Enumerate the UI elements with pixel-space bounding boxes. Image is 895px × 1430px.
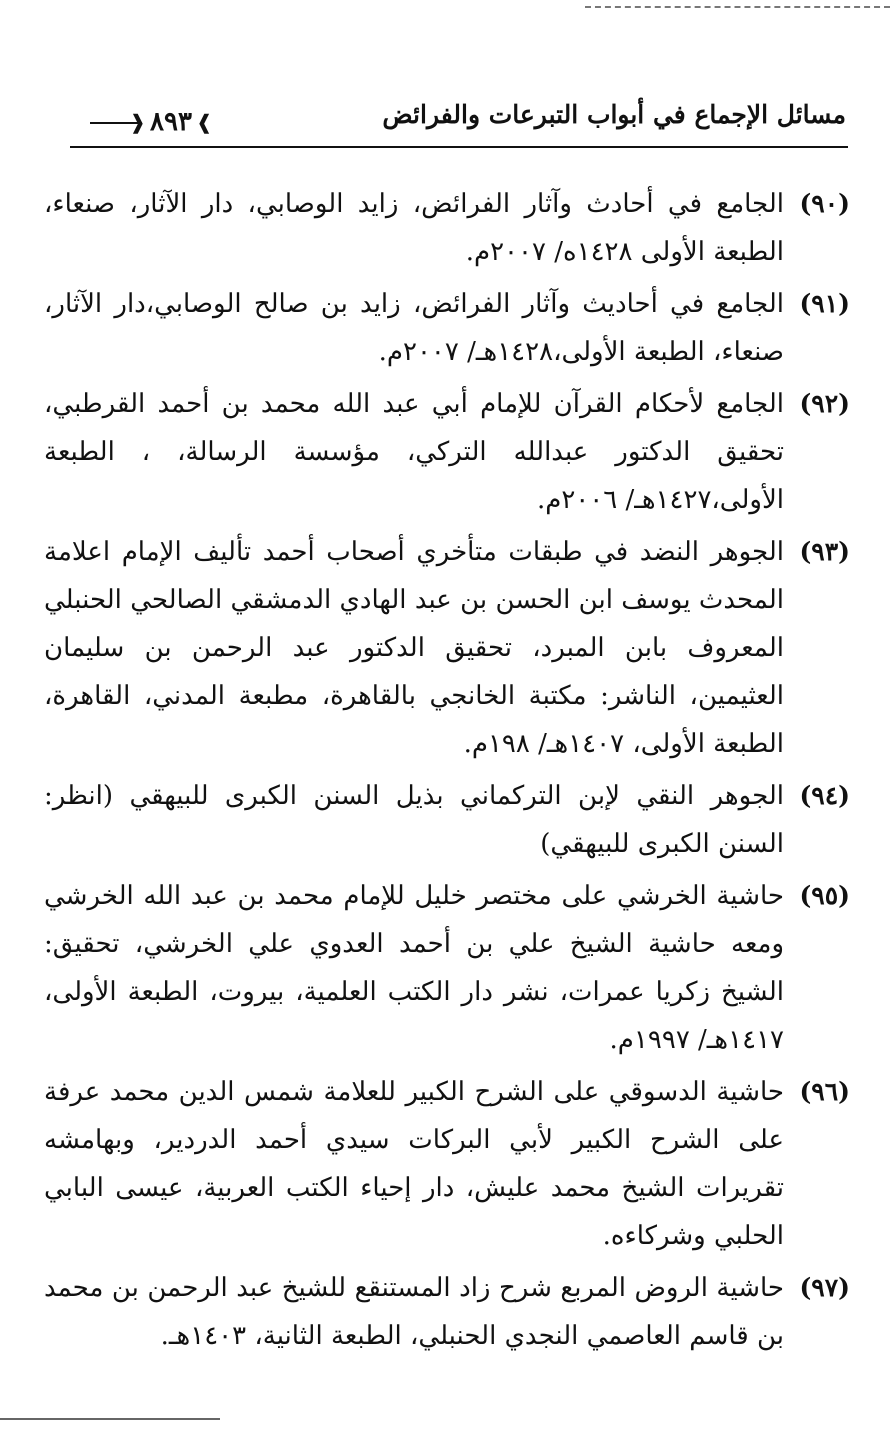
entry-text: الجوهر النضد في طبقات متأخري أصحاب أحمد تأليف الإمام اعلامة المحدث يوسف ابن الحسن بن عبد الهادي الدمشقي الصالحي الحنبلي المعروف بابن المبرد، تحقيق الدكتور عبد الرحمن بن سليمان العثيمين، الناشر: مكتبة الخانجي بالقاهرة، مطبعة المدني، القاهرة، الطبعة الأولى، ١٤٠٧هـ/ ١٩٨م. xyxy=(44,537,784,759)
entry-number: (٩٥) xyxy=(799,881,850,910)
entry-number: (٩٧) xyxy=(799,1273,850,1302)
page-number-box xyxy=(128,104,214,140)
page-header xyxy=(70,86,848,156)
entry-text: الجامع في أحادث وآثار الفرائض، زايد الوصابي، دار الآثار، صنعاء، الطبعة الأولى ١٤٢٨ه/ ٢٠٠٧م. xyxy=(44,189,784,267)
entry-number: (٩٠) xyxy=(799,189,850,218)
bibliography-entry xyxy=(44,1068,850,1260)
ornament-left-icon: ❱ xyxy=(129,110,147,134)
bibliography-list xyxy=(44,180,850,1364)
ornament-right-icon: ❰ xyxy=(195,110,213,134)
page-number: ٨٩٣ xyxy=(150,107,192,137)
entry-text: حاشية الروض المربع شرح زاد المستنقع للشيخ عبد الرحمن بن محمد بن قاسم العاصمي النجدي الحنبلي، الطبعة الثانية، ١٤٠٣هـ. xyxy=(44,1273,784,1351)
bottom-rule xyxy=(0,1418,220,1420)
entry-text: الجوهر النقي لإبن التركماني بذيل السنن الكبرى للبيهقي (انظر: السنن الكبرى للبيهقي) xyxy=(44,781,784,859)
entry-text: الجامع في أحاديث وآثار الفرائض، زايد بن صالح الوصابي،دار الآثار، صنعاء، الطبعة الأولى،١٤٢٨هـ/ ٢٠٠٧م. xyxy=(44,289,784,367)
running-title: مسائل الإجماع في أبواب التبرعات والفرائض xyxy=(382,100,846,129)
bibliography-entry xyxy=(44,872,850,1064)
bibliography-entry xyxy=(44,1264,850,1360)
entry-text: حاشية الدسوقي على الشرح الكبير للعلامة شمس الدين محمد عرفة على الشرح الكبير لأبي البركات سيدي أحمد الدردير، وبهامشه تقريرات الشيخ محمد عليش، دار إحياء الكتب العربية، عيسى البابي الحلبي وشركاءه. xyxy=(44,1077,784,1251)
bibliography-entry xyxy=(44,380,850,524)
bibliography-entry xyxy=(44,772,850,868)
entry-text: الجامع لأحكام القرآن للإمام أبي عبد الله محمد بن أحمد القرطبي، تحقيق الدكتور عبدالله التركي، مؤسسة الرسالة، ، الطبعة الأولى،١٤٢٧هـ/ ٢٠٠٦م. xyxy=(44,389,784,515)
entry-number: (٩٤) xyxy=(799,781,850,810)
entry-number: (٩١) xyxy=(799,289,850,318)
entry-number: (٩٦) xyxy=(799,1077,850,1106)
entry-text: حاشية الخرشي على مختصر خليل للإمام محمد بن عبد الله الخرشي ومعه حاشية الشيخ علي بن أحمد العدوي علي الخرشي، تحقيق: الشيخ زكريا عمرات، نشر دار الكتب العلمية، بيروت، الطبعة الأولى، ١٤١٧هـ/ ١٩٩٧م. xyxy=(44,881,784,1055)
entry-number: (٩٣) xyxy=(799,537,850,566)
entry-number: (٩٢) xyxy=(799,389,850,418)
top-dashed-rule xyxy=(585,6,890,8)
bibliography-entry xyxy=(44,280,850,376)
bibliography-entry xyxy=(44,180,850,276)
bibliography-entry xyxy=(44,528,850,768)
header-rule xyxy=(70,146,848,148)
